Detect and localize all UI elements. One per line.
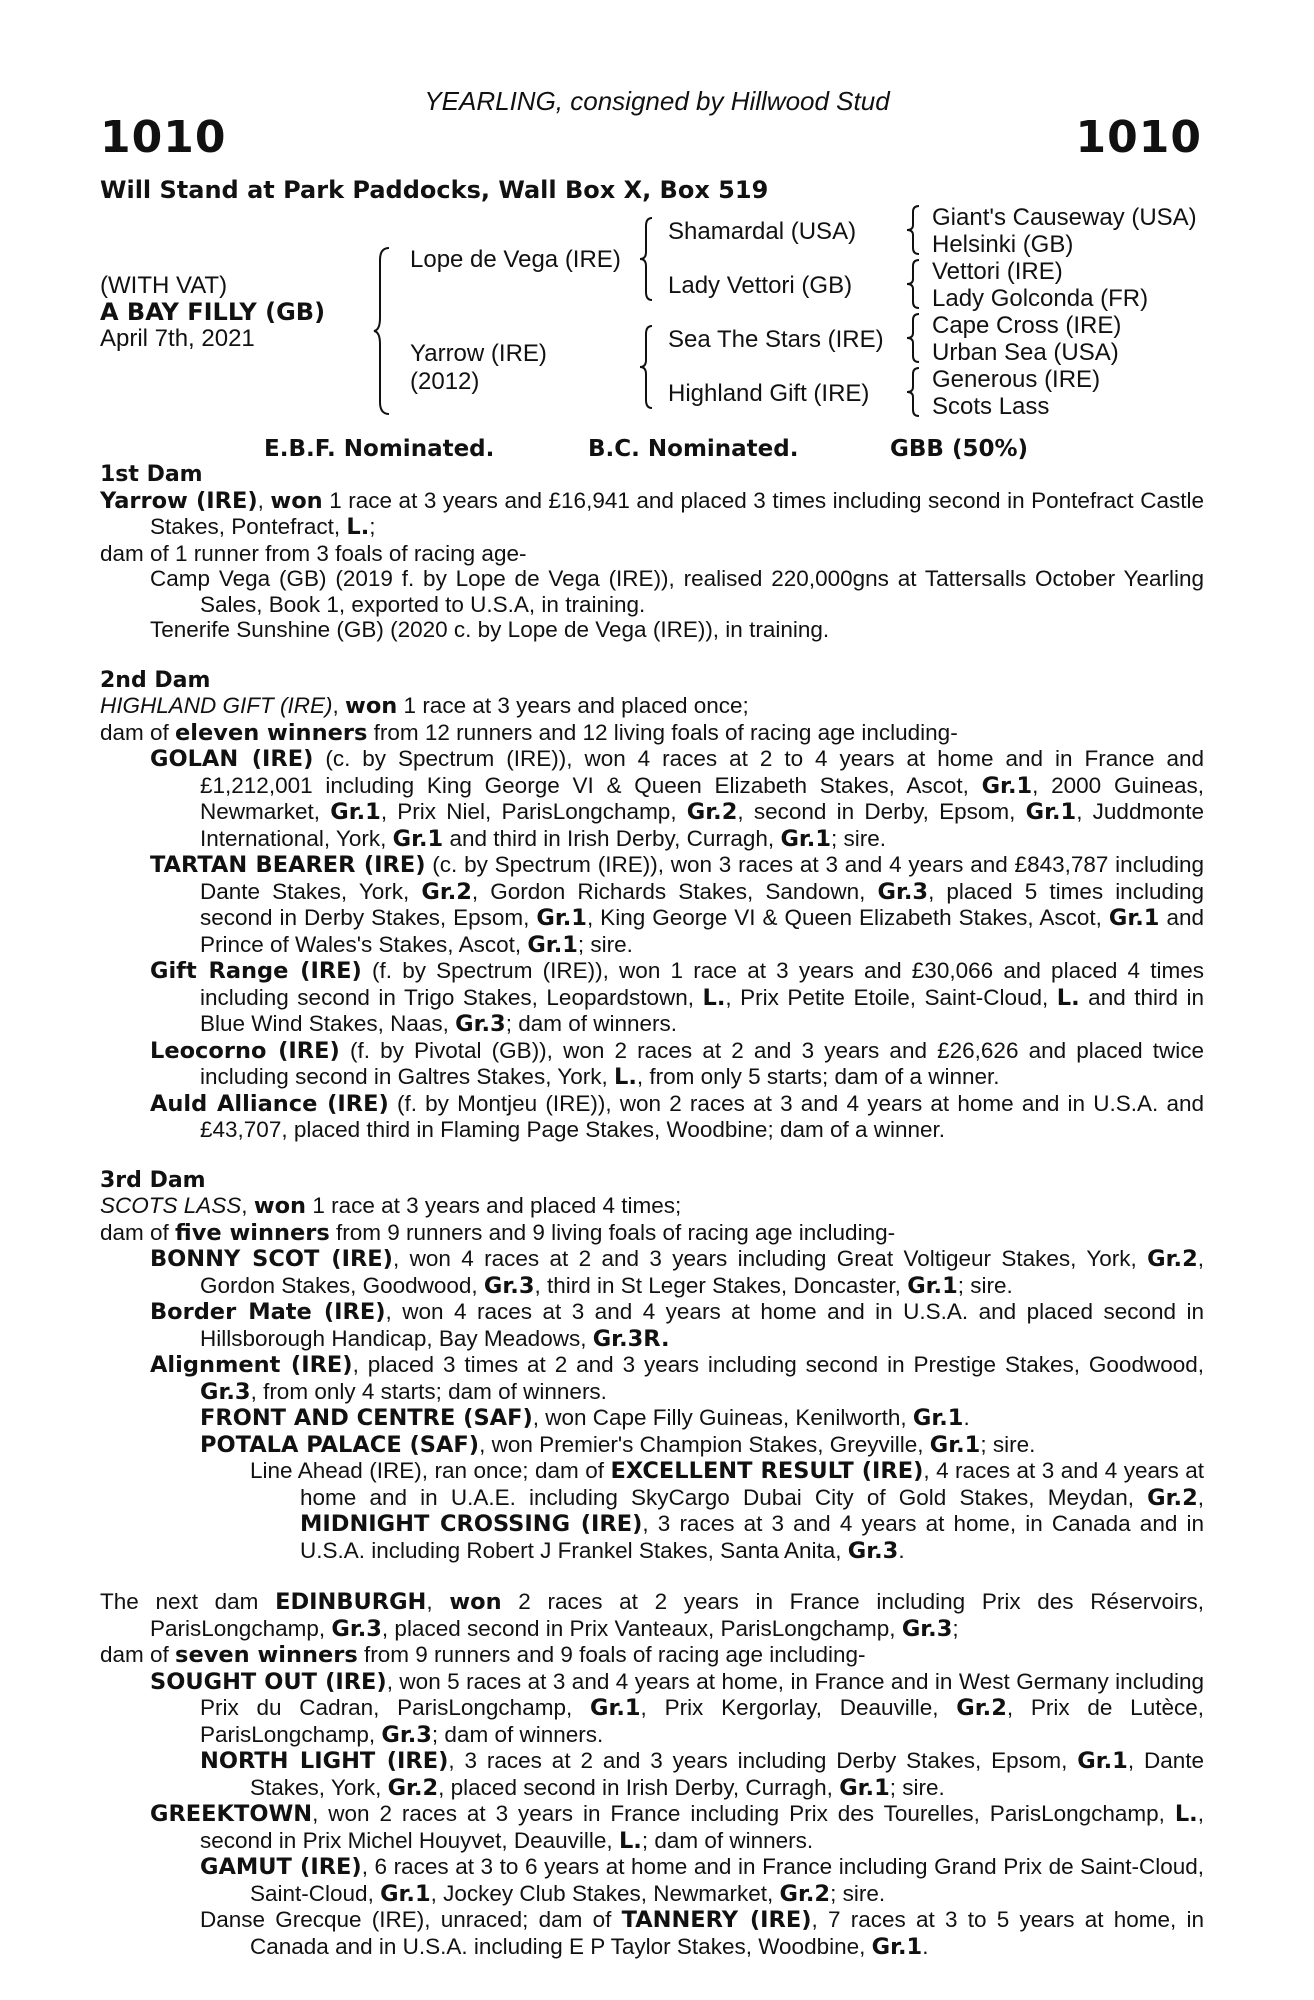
produce-entry: BONNY SCOT (IRE), won 4 races at 2 and 3 years including Great Voltigeur Stakes, York, Gr.2, Gordon Stakes, Goodwood, Gr.3, third in St Leger Stakes, Doncaster, Gr.1; sire. bbox=[150, 1246, 1204, 1299]
vat-note: (WITH VAT) bbox=[100, 272, 228, 299]
produce-entry: Tenerife Sunshine (GB) (2020 c. by Lope de Vega (IRE)), in training. bbox=[150, 617, 830, 642]
ggp-3: Vettori (IRE) bbox=[932, 258, 1063, 285]
ebf-nomination: E.B.F. Nominated. bbox=[264, 436, 495, 462]
consignment-line: YEARLING, consigned by Hillwood Stud bbox=[424, 86, 890, 116]
produce-entry: SOUGHT OUT (IRE), won 5 races at 3 and 4 years at home, in France and in West Germany including Prix du Cadran, ParisLongchamp, Gr.1, Prix Kergorlay, Deauville, Gr.2, Prix de Lutèce, ParisLongchamp, Gr.3; dam of winners. bbox=[150, 1668, 1204, 1748]
third-dam-produce-summary: dam of five winners from 9 runners and 9 living foals of racing age including- bbox=[100, 1219, 896, 1246]
grand-produce-entry: Danse Grecque (IRE), unraced; dam of TANNERY (IRE), 7 races at 3 to 5 years at home, in Canada and in U.S.A. including E P Taylor Stakes, Woodbine, Gr.1. bbox=[200, 1907, 1205, 1960]
ggp-8: Scots Lass bbox=[932, 393, 1050, 420]
first-dam-produce-summary: dam of 1 runner from 3 foals of racing age- bbox=[100, 540, 527, 566]
pedigree-brace-sire bbox=[638, 216, 654, 302]
lot-number-right: 1010 bbox=[1075, 112, 1202, 163]
third-dam-record: SCOTS LASS, won 1 race at 3 years and placed 4 times; bbox=[100, 1193, 682, 1219]
grand-produce-entry: NORTH LIGHT (IRE), 3 races at 2 and 3 years including Derby Stakes, Epsom, Gr.1, Dante Stakes, York, Gr.2, placed second in Irish Derby, Curragh, Gr.1; sire. bbox=[200, 1748, 1205, 1801]
produce-entry: Border Mate (IRE), won 4 races at 3 and 4 years at home and in U.S.A. and placed second in Hillsborough Handicap, Bay Meadows, Gr.3R. bbox=[150, 1299, 1204, 1352]
produce-entry: GREEKTOWN, won 2 races at 3 years in France including Prix des Tourelles, ParisLongchamp, L., second in Prix Michel Houyvet, Deauville, L.; dam of winners. bbox=[150, 1801, 1204, 1854]
produce-entry: Auld Alliance (IRE) (f. by Montjeu (IRE)), won 2 races at 3 and 4 years at home and in U.S.A. and £43,707, placed third in Flaming Page Stakes, Woodbine; dam of a winner. bbox=[150, 1090, 1204, 1142]
first-dam-heading: 1st Dam bbox=[100, 462, 203, 487]
ggp-2: Helsinki (GB) bbox=[932, 231, 1074, 258]
catalogue-body bbox=[100, 462, 1204, 1960]
dam-year: (2012) bbox=[410, 368, 480, 395]
produce-entry: Gift Range (IRE) (f. by Spectrum (IRE)), won 1 race at 3 years and £30,066 and placed 4 times including second in Trigo Stakes, Leopardstown, L., Prix Petite Etoile, Saint-Cloud, L. and third in Blue Wind Stakes, Naas, Gr.3; dam of winners. bbox=[150, 958, 1205, 1037]
second-dam-record: HIGHLAND GIFT (IRE), won 1 race at 3 years and placed once; bbox=[100, 693, 749, 719]
dam-name: Yarrow (IRE) bbox=[410, 340, 547, 367]
grand-produce-entry: Line Ahead (IRE), ran once; dam of EXCELLENT RESULT (IRE), 4 races at 3 and 4 years at home and in U.A.E. including SkyCargo Dubai City of Gold Stakes, Meydan, Gr.2, MIDNIGHT CROSSING (IRE), 3 races at 3 and 4 years at home, in Canada and in U.S.A. including Robert J Frankel Stakes, Santa Anita, Gr.3. bbox=[250, 1458, 1204, 1564]
second-dam-produce-summary: dam of eleven winners from 12 runners and 12 living foals of racing age including- bbox=[100, 719, 958, 746]
produce-entry: Alignment (IRE), placed 3 times at 2 and 3 years including second in Prestige Stakes, Goodwood, Gr.3, from only 4 starts; dam of winners. bbox=[150, 1352, 1204, 1405]
grand-produce-entry: FRONT AND CENTRE (SAF), won Cape Filly Guineas, Kenilworth, Gr.1. bbox=[200, 1405, 970, 1431]
pedigree-brace-g2 bbox=[905, 258, 921, 310]
pedigree-brace-main bbox=[372, 246, 392, 416]
gbb-rating: GBB (50%) bbox=[890, 436, 1029, 462]
ggp-5: Cape Cross (IRE) bbox=[932, 312, 1122, 339]
produce-entry: GOLAN (IRE) (c. by Spectrum (IRE)), won 4 races at 2 to 4 years at home and in France and £1,212,001 including King George VI & Queen Elizabeth Stakes, Ascot, Gr.1, 2000 Guineas, Newmarket, Gr.1, Prix Niel, ParisLongchamp, Gr.2, second in Derby, Epsom, Gr.1, Juddmonte International, York, Gr.1 and third in Irish Derby, Curragh, Gr.1; sire. bbox=[150, 746, 1204, 852]
second-dam-heading: 2nd Dam bbox=[100, 667, 211, 693]
horse-name: A BAY FILLY (GB) bbox=[100, 298, 326, 326]
sire-dam: Lady Vettori (GB) bbox=[668, 272, 853, 299]
dam-dam: Highland Gift (IRE) bbox=[668, 380, 870, 407]
grand-produce-entry: POTALA PALACE (SAF), won Premier's Champion Stakes, Greyville, Gr.1; sire. bbox=[200, 1431, 1036, 1458]
first-dam-record: Yarrow (IRE), won 1 race at 3 years and £16,941 and placed 3 times including second in Pontefract Castle Stakes, Pontefract, L.; bbox=[100, 487, 1204, 540]
bc-nomination: B.C. Nominated. bbox=[588, 436, 799, 462]
next-dam-record: The next dam EDINBURGH, won 2 races at 2 years in France including Prix des Réservoirs, ParisLongchamp, Gr.3, placed second in Prix Vanteaux, ParisLongchamp, Gr.3; bbox=[100, 1589, 1204, 1642]
third-dam-heading: 3rd Dam bbox=[100, 1167, 206, 1193]
ggp-7: Generous (IRE) bbox=[932, 366, 1101, 393]
produce-entry: Camp Vega (GB) (2019 f. by Lope de Vega (IRE)), realised 220,000gns at Tattersalls October Yearling Sales, Book 1, exported to U.S.A, in training. bbox=[150, 566, 1204, 617]
grand-produce-entry: GAMUT (IRE), 6 races at 3 to 6 years at home and in France including Grand Prix de Saint-Cloud, Saint-Cloud, Gr.1, Jockey Club Stakes, Newmarket, Gr.2; sire. bbox=[200, 1854, 1204, 1907]
produce-entry: Leocorno (IRE) (f. by Pivotal (GB)), won 2 races at 2 and 3 years and £26,626 and placed twice including second in Galtres Stakes, York, L., from only 5 starts; dam of a winner. bbox=[150, 1037, 1205, 1090]
stand-location: Will Stand at Park Paddocks, Wall Box X, Box 519 bbox=[100, 176, 769, 204]
dam-sire: Sea The Stars (IRE) bbox=[668, 326, 884, 353]
ggp-6: Urban Sea (USA) bbox=[932, 339, 1119, 366]
pedigree-brace-g4 bbox=[905, 366, 921, 418]
next-dam-produce-summary: dam of seven winners from 9 runners and 9 foals of racing age including- bbox=[100, 1642, 866, 1668]
lot-number-left: 1010 bbox=[100, 112, 227, 163]
sire-sire: Shamardal (USA) bbox=[668, 218, 857, 245]
foaling-date: April 7th, 2021 bbox=[100, 325, 255, 352]
pedigree-brace-dam bbox=[638, 324, 654, 410]
ggp-4: Lady Golconda (FR) bbox=[932, 285, 1149, 312]
pedigree-brace-g3 bbox=[905, 312, 921, 364]
sire-name: Lope de Vega (IRE) bbox=[410, 246, 621, 273]
produce-entry: TARTAN BEARER (IRE) (c. by Spectrum (IRE)), won 3 races at 3 and 4 years and £843,787 including Dante Stakes, York, Gr.2, Gordon Richards Stakes, Sandown, Gr.3, placed 5 times including second in Derby Stakes, Epsom, Gr.1, King George VI & Queen Elizabeth Stakes, Ascot, Gr.1 and Prince of Wales's Stakes, Ascot, Gr.1; sire. bbox=[150, 852, 1205, 958]
pedigree-brace-g1 bbox=[905, 204, 921, 256]
ggp-1: Giant's Causeway (USA) bbox=[932, 204, 1197, 231]
